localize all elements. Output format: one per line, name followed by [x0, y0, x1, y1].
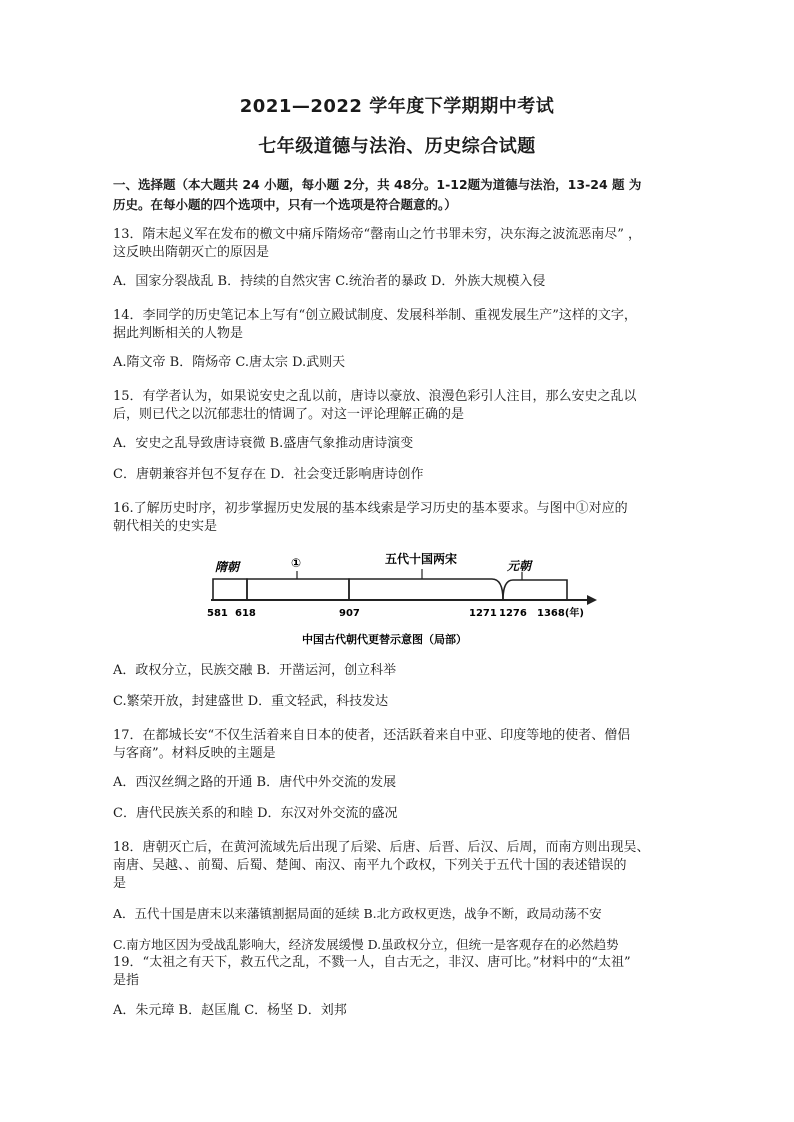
exam-subtitle: 七年级道德与法治、历史综合试题 — [258, 136, 536, 157]
q16-stem-line2: 朝代相关的史实是 — [113, 519, 218, 534]
tick-1276: 1276 — [499, 608, 527, 619]
q17-options-1: A．西汉丝绸之路的开通 B．唐代中外交流的发展 — [113, 775, 397, 790]
q17-stem-line1: 17．在都城长安“不仅生活着来自日本的使者，还活跃着来自中亚、印度等地的使者、僧侣 — [113, 728, 631, 743]
wudai-song-bracket — [349, 579, 503, 600]
tick-581: 581 — [207, 608, 228, 619]
q18-stem-line1: 18．唐朝灭亡后，在黄河流域先后出现了后梁、后唐、后晋、后汉、后周，而南方则出现吴、 — [113, 840, 650, 855]
yuan-bracket — [503, 580, 567, 600]
q14-stem-line2: 据此判断相关的人物是 — [113, 326, 244, 341]
q15-stem-line2: 后，则已代之以沉郁悲壮的情调了。对这一评论理解正确的是 — [113, 407, 465, 422]
exam-title: 2021—2022 学年度下学期期中考试 — [239, 96, 555, 117]
circle-one-bracket — [247, 579, 349, 600]
q13-stem-line2: 这反映出隋朝灭亡的原因是 — [113, 245, 270, 260]
label-sui: 隋朝 — [215, 560, 240, 574]
tick-907: 907 — [339, 608, 360, 619]
label-circle-one: ① — [291, 556, 302, 570]
q16-options-2: C.繁荣开放，封建盛世 D．重文轻武，科技发达 — [113, 694, 389, 709]
label-wudai-song: 五代十国两宋 — [385, 552, 458, 566]
q15-options-2: C．唐朝兼容并包不复存在 D．社会变迁影响唐诗创作 — [113, 467, 424, 482]
q14-options: A.隋文帝 B．隋炀帝 C.唐太宗 D.武则天 — [113, 355, 346, 370]
q13-options: A．国家分裂战乱 B．持续的自然灾害 C.统治者的暴政 D．外族大规模入侵 — [113, 274, 546, 289]
q18-options-1: A．五代十国是唐末以来藩镇割据局面的延续 B.北方政权更迭，战争不断，政局动荡不安 — [113, 906, 602, 921]
label-yuan: 元朝 — [507, 559, 532, 573]
dynasty-timeline-figure — [207, 543, 607, 663]
timeline-caption: 中国古代朝代更替示意图（局部） — [302, 633, 467, 646]
tick-618: 618 — [235, 608, 256, 619]
q15-options-1: A．安史之乱导致唐诗衰微 B.盛唐气象推动唐诗演变 — [113, 436, 414, 451]
tick-1368: 1368(年) — [537, 608, 584, 619]
q18-options-2: C.南方地区因为受战乱影响大，经济发展缓慢 D.虽政权分立，但统一是客观存在的必然趋势 — [113, 937, 619, 952]
q19-options: A．朱元璋 B．赵匡胤 C．杨坚 D．刘邦 — [113, 1003, 347, 1018]
q16-stem-line1: 16.了解历史时序，初步掌握历史发展的基本线索是学习历史的基本要求。与图中①对应的 — [113, 501, 628, 516]
q16-options-1: A．政权分立，民族交融 B．开凿运河，创立科举 — [113, 663, 397, 678]
section-instructions-line2: 历史。在每小题的四个选项中，只有一个选项是符合题意的。） — [113, 197, 457, 212]
q19-stem-line1: 19．“太祖之有天下，救五代之乱，不戮一人，自古无之，非汉、唐可比。”材料中的“太祖” — [113, 955, 631, 970]
timeline-arrow — [587, 595, 597, 605]
section-instructions-line1: 一、选择题（本大题共 24 小题，每小题 2分，共 48分。1-12题为道德与法治，13-24 题 为 — [113, 177, 642, 192]
q14-stem-line1: 14．李同学的历史笔记本上写有“创立殿试制度、发展科举制、重视发展生产”这样的文字， — [113, 308, 637, 323]
q19-stem-line2: 是指 — [113, 973, 140, 988]
q18-stem-line3: 是 — [113, 876, 127, 891]
q17-options-2: C．唐代民族关系的和睦 D．东汉对外交流的盛况 — [113, 806, 398, 821]
tick-1271: 1271 — [469, 608, 497, 619]
q13-stem-line1: 13．隋末起义军在发布的檄文中痛斥隋炀帝“罄南山之竹书罪未穷，决东海之波流恶南尽” ， — [113, 227, 641, 242]
q15-stem-line1: 15．有学者认为，如果说安史之乱以前，唐诗以豪放、浪漫色彩引人注目，那么安史之乱以 — [113, 389, 637, 404]
q17-stem-line2: 与客商”。材料反映的主题是 — [113, 746, 276, 761]
q18-stem-line2: 南唐、吴越、、前蜀、后蜀、楚闽、南汉、南平九个政权，下列关于五代十国的表述错误的 — [113, 858, 627, 873]
sui-bracket — [213, 579, 247, 600]
